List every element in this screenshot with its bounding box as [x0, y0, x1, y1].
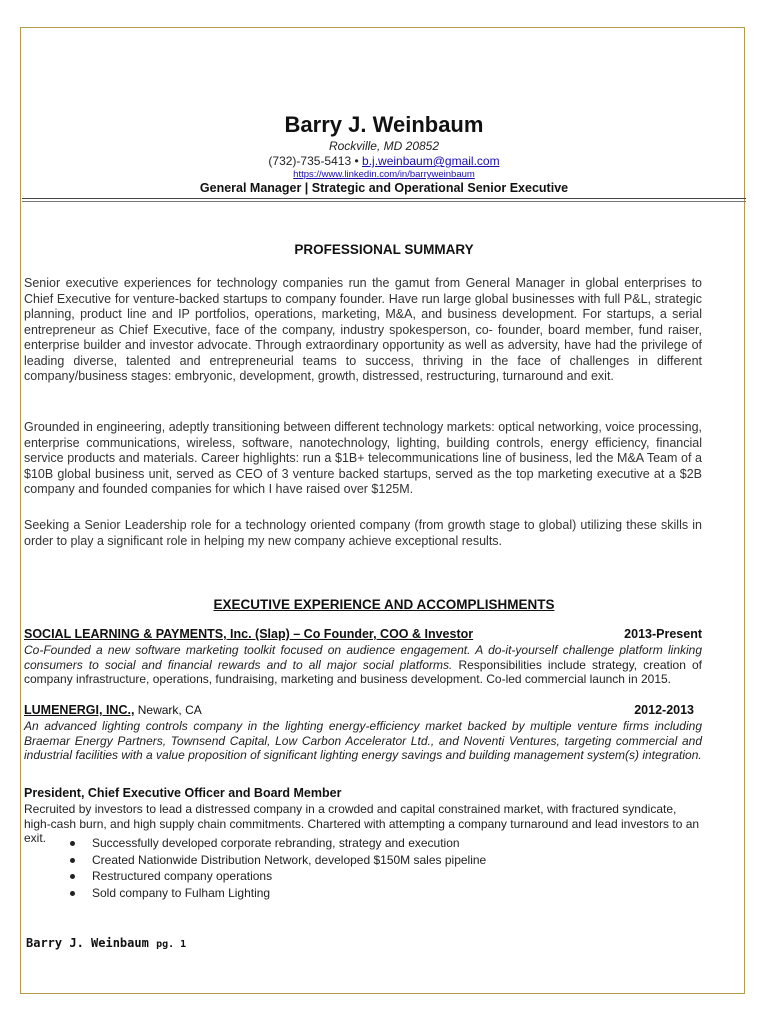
summary-paragraph-3: Seeking a Senior Leadership role for a technology oriented company (from growth stage to global) utilizing these skills in order to play a significant role in helping my new company achieve exceptional results.	[24, 518, 702, 548]
job-summary-plain: Responsibilities include strategy, creation of company infrastructure, operations, fundraising, marketing and business development. Co-led commercial launch in 2015.	[24, 657, 702, 686]
candidate-name: Barry J. Weinbaum	[284, 112, 484, 137]
company-description-italic: An advanced lighting controls company in the lighting energy-efficiency market backed by multiple venture firms including Braemar Energy Partners, Townsend Capital, Low Carbon Accelerator Ltd., and Noventi Ventures, targeting commercial and industrial facilities with a value proposition of significant lighting energy savings and building management system(s) integration.	[24, 719, 702, 762]
linkedin-link[interactable]: https://www.linkedin.com/in/barryweinbaum	[293, 169, 475, 180]
job-summary-italic: Co-Founded a new software marketing toolkit focused on audience engagement. A do-it-yourself challenge platform linking consumers to social and financial rewards and to all major social platforms.	[24, 643, 702, 672]
headline-role: General Manager | Strategic and Operational Senior Executive	[199, 181, 569, 195]
job-company-description	[24, 719, 702, 763]
list-item: Sold company to Fulham Lighting	[68, 886, 486, 903]
job-role-description: Recruited by investors to lead a distressed company in a crowded and capital constrained market, with fractured syndicate, high-cash burn, and high supply chain commitments. Chartered with attempting a company turnaround and lead investors to an exit.	[24, 802, 700, 845]
experience-heading: EXECUTIVE EXPERIENCE AND ACCOMPLISHMENTS	[213, 597, 555, 612]
accomplishment-list	[68, 836, 486, 902]
job-years-lumenergi: 2012-2013	[634, 703, 694, 717]
summary-paragraph-1: Senior executive experiences for technology companies run the gamut from General Manager in global enterprises to Chief Executive for venture-backed startups to company founder. Have run large global businesses with full P&L, strategic planning, product line and IP portfolios, operations, marketing, M&A, and business development. For startups, a serial entrepreneur as Chief Executive, face of the company, industry spokesperson, co- founder, board member, fund raiser, enterprise builder and investor advocate. Through extraordinary opportunity as well as adversity, have had the privilege of leading diverse, talented and entrepreneurial teams to success, thriving in the face of challenges in different company/business stages: embryonic, development, growth, distressed, restructuring, turnaround and exit.	[24, 276, 702, 383]
job-description-slap	[24, 643, 702, 687]
list-item: Created Nationwide Distribution Network, developed $150M sales pipeline	[68, 853, 486, 870]
candidate-location: Rockville, MD 20852	[328, 139, 440, 153]
job-company-lumenergi: LUMENERGI, INC.,	[24, 703, 135, 717]
phone-number: (732)-735-5413 •	[268, 154, 359, 168]
divider-top	[22, 198, 746, 199]
job-header-lumenergi	[24, 703, 702, 717]
divider-bottom	[22, 201, 746, 202]
job-company-slap: SOCIAL LEARNING & PAYMENTS, Inc. (Slap) – Co Founder, COO & Investor	[24, 627, 474, 641]
summary-paragraph-2: Grounded in engineering, adeptly transitioning between different technology markets: optical networking, voice processing, enterprise communications, wireless, software, nanotechnology, lighting, building controls, energy efficiency, financial service products and materials. Career highlights: run a $1B+ telecommunications line of business, led the M&A Team of a $10B global business unit, served as CEO of 3 venture backed startups, served as the top marketing executive at a $2B company and founded companies for which I have raised over $125M.	[24, 420, 702, 496]
job-years-slap: 2013-Present	[624, 627, 702, 641]
footer-page-number: pg. 1	[156, 939, 187, 950]
page-footer	[26, 936, 186, 950]
email-link[interactable]: b.j.weinbaum@gmail.com	[362, 154, 500, 168]
linkedin-line	[0, 169, 768, 180]
job-title-lumenergi: President, Chief Executive Officer and Board Member	[24, 786, 342, 800]
job-header-slap	[24, 627, 702, 641]
list-item: Successfully developed corporate rebranding, strategy and execution	[68, 836, 486, 853]
footer-name: Barry J. Weinbaum	[26, 936, 149, 950]
contact-line	[0, 154, 768, 168]
list-item: Restructured company operations	[68, 869, 486, 886]
job-location-lumenergi: Newark, CA	[134, 703, 202, 717]
summary-heading: PROFESSIONAL SUMMARY	[294, 242, 474, 257]
